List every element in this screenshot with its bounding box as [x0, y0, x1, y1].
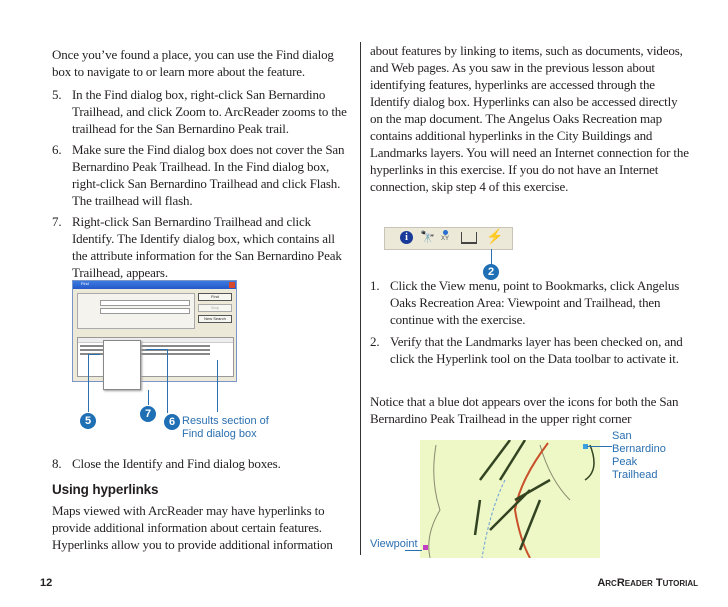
- callout-leader: [88, 354, 89, 412]
- running-footer-title: [597, 577, 698, 589]
- step-number: 5.: [52, 87, 62, 102]
- data-toolbar: [384, 227, 513, 250]
- step-6: [52, 141, 352, 209]
- map-background: [420, 440, 600, 558]
- hyperlinks-paragraph: Maps viewed with ArcReader may have hyperlinks to provide additional information about certain features. Hyperlinks allow you to provide additional information: [52, 503, 333, 552]
- callout-leader: [148, 390, 149, 405]
- identify-icon: i: [400, 231, 413, 244]
- intro-paragraph: Once you’ve found a place, you can use the Find dialog box to navigate to or learn more about the feature.: [52, 47, 334, 79]
- notice-paragraph: Notice that a blue dot appears over the icons for both the San Bernardino Peak Trailhead in the upper right corner: [370, 394, 679, 426]
- go-to-xy-icon: XY: [441, 230, 449, 242]
- step-number: 7.: [52, 214, 62, 229]
- column-divider: [360, 42, 361, 555]
- right-steps: [370, 277, 692, 367]
- dialog-title: Find: [81, 281, 89, 286]
- context-menu: [103, 340, 141, 390]
- left-steps: [52, 86, 352, 281]
- find-button: Find: [198, 293, 232, 301]
- in-field: [100, 308, 190, 314]
- results-list: [77, 337, 234, 377]
- right-paragraph: about features by linking to items, such as documents, videos, and Web pages. As you saw in the previous lesson about identifying features, hyperlinks are accessed through the Identify dialog box. Hyperlinks can also be accessed directly on the map document. The Angelus Oaks Recreation map contains additional hyperlinks in the City Buildings and Landmarks layers. You will need an Internet connection for the hyperlinks in this exercise. If you do not have an Internet connection, skip step 4 of this exercise.: [370, 43, 689, 194]
- step-2: [370, 333, 692, 367]
- step-number: 8.: [52, 456, 62, 471]
- step-text: Make sure the Find dialog box does not cover the San Bernardino Peak Trailhead. In the Find dialog box, right-click San Bernardino Trailhead and click Flash. The trailhead will flash.: [72, 142, 345, 208]
- trail-map: [420, 440, 600, 558]
- step-1: [370, 277, 692, 328]
- callout-leader: [491, 249, 492, 265]
- step-text: Close the Identify and Find dialog boxes.: [72, 456, 281, 471]
- step-text: Right-click San Bernardino Trailhead and click Identify. The Identify dialog box, which contains all the attribute information for the San Bernardino Peak Trailhead, appears.: [72, 214, 342, 280]
- footer-text: T: [652, 577, 663, 589]
- footer-text: R: [616, 577, 625, 589]
- find-field: [100, 300, 190, 306]
- callout-6: 6: [164, 414, 180, 430]
- dialog-titlebar: [73, 281, 236, 289]
- step-text: In the Find dialog box, right-click San Bernardino Trailhead, and click Zoom to. ArcReader zooms to the trailhead for the San Bernardino Peak trail.: [72, 87, 347, 136]
- step-text: Verify that the Landmarks layer has been checked on, and click the Hyperlink tool on the Data toolbar to activate it.: [390, 334, 683, 366]
- callout-leader: [167, 349, 168, 413]
- page-number: 12: [40, 577, 53, 589]
- step-number: 2.: [370, 334, 380, 349]
- callout-leader: [146, 349, 168, 350]
- search-panel: [77, 293, 195, 329]
- footer-text: UTORIAL: [662, 579, 698, 588]
- section-heading: Using hyperlinks: [52, 482, 159, 497]
- callout-5: 5: [80, 413, 96, 429]
- measure-icon: [461, 232, 477, 244]
- callout-leader: [217, 360, 218, 412]
- footer-text: RC: [605, 579, 617, 588]
- step-7: [52, 213, 352, 281]
- callout-leader: [88, 354, 100, 355]
- close-icon: [229, 282, 235, 288]
- step-number: 1.: [370, 278, 380, 293]
- viewpoint-marker[interactable]: [423, 545, 428, 550]
- step-8: [52, 455, 352, 472]
- find-binoculars-icon: 🔭: [420, 230, 435, 244]
- footer-text: EADER: [624, 579, 653, 588]
- callout-7: 7: [140, 406, 156, 422]
- viewpoint-label: Viewpoint: [370, 538, 418, 550]
- callout-2: 2: [483, 264, 499, 280]
- hyperlink-lightning-icon: ⚡: [486, 230, 504, 245]
- trailhead-label: San Bernardino Peak Trailhead: [612, 430, 666, 481]
- stop-button: Stop: [198, 304, 232, 312]
- step-text: Click the View menu, point to Bookmarks, click Angelus Oaks Recreation Area: Viewpoint and Trailhead, then continue with the exercise.: [390, 278, 680, 327]
- footer-text: A: [597, 577, 606, 589]
- find-dialog-screenshot: [72, 280, 237, 382]
- new-search-button: New Search: [198, 315, 232, 323]
- figure-caption: Results section of Find dialog box: [182, 415, 269, 440]
- step-number: 6.: [52, 142, 62, 157]
- label-leader: [587, 446, 612, 447]
- step-5: [52, 86, 352, 137]
